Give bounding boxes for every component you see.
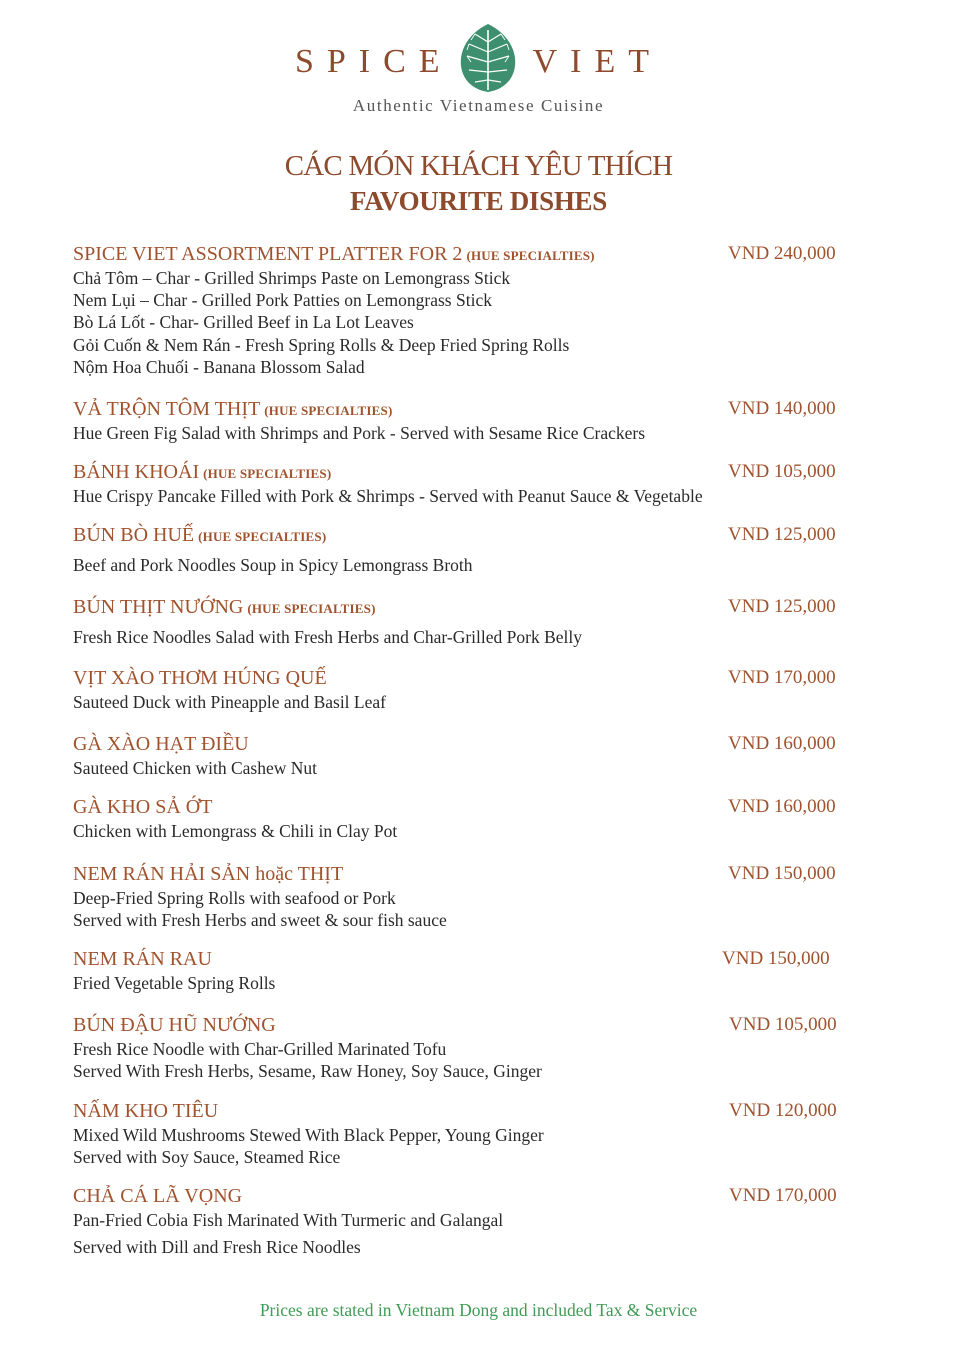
dish-item-nem-ran-hai-san [73,863,863,931]
dish-name-text: NEM RÁN HẢI SẢN hoặc THỊT [73,863,344,885]
dish-name-text: BÚN BÒ HUẾ [73,524,195,546]
dish-name-text: GÀ XÀO HẠT ĐIỀU [73,733,249,755]
dish-name-text: CHẢ CÁ LÃ VỌNG [73,1185,243,1207]
dish-description-line: Chicken with Lemongrass & Chili in Clay Pot [73,821,398,841]
dish-tag: (HUE SPECIALTIES) [203,466,332,481]
dish-price: VND 105,000 [728,461,836,482]
dish-price: VND 160,000 [728,733,836,754]
dish-tag: (HUE SPECIALTIES) [466,248,595,263]
dish-description-line: Fresh Rice Noodle with Char-Grilled Marinated Tofu [73,1039,447,1059]
dish-price: VND 125,000 [728,596,836,617]
dish-item-ga-xao-hat-dieu [73,733,863,779]
dish-price: VND 160,000 [728,796,836,817]
dish-item-nam-kho-tieu [73,1100,863,1168]
dish-price: VND 140,000 [728,398,836,419]
dish-description-line: Served With Fresh Herbs, Sesame, Raw Honey, Soy Sauce, Ginger [73,1061,542,1082]
page-title-english: FAVOURITE DISHES [350,186,607,216]
dish-price: VND 150,000 [722,948,830,969]
dish-name-text: GÀ KHO SẢ ỚT [73,796,213,818]
dish-description-line: Beef and Pork Noodles Soup in Spicy Lemongrass Broth [73,555,473,575]
dish-name-text: SPICE VIET ASSORTMENT PLATTER FOR 2 [73,243,463,265]
dish-item-nem-ran-rau [73,948,863,994]
dish-price: VND 150,000 [728,863,836,884]
dish-item-bun-dau-hu-nuong [73,1014,863,1082]
page-title-vietnamese: CÁC MÓN KHÁCH YÊU THÍCH [284,150,673,182]
brand-logo [0,30,957,116]
dish-tag: (HUE SPECIALTIES) [198,529,327,544]
dish-name-text: BÁNH KHOÁI [73,461,200,483]
dish-name-text: VỊT XÀO THƠM HÚNG QUẾ [73,667,327,689]
dish-description-line: Pan-Fried Cobia Fish Marinated With Turmeric and Galangal [73,1210,504,1230]
dish-description-line: Sauteed Chicken with Cashew Nut [73,758,317,778]
dish-tag: (HUE SPECIALTIES) [247,601,376,616]
dish-tag: (HUE SPECIALTIES) [264,403,393,418]
price-note-footer: Prices are stated in Vietnam Dong and included Tax & Service [259,1300,698,1320]
dish-item-bun-bo-hue [73,524,863,576]
dish-price: VND 170,000 [729,1185,837,1206]
dish-description-line: Hue Crispy Pancake Filled with Pork & Shrimps - Served with Peanut Sauce & Vegetable [73,486,703,506]
dish-name-text: BÚN THỊT NƯỚNG [73,596,244,618]
leaf-icon [457,22,519,94]
dish-price: VND 105,000 [729,1014,837,1035]
dish-item-ga-kho-sa-ot [73,796,863,842]
logo-word-viet: VIET [532,43,662,80]
dish-item-vit-xao [73,667,863,713]
dish-description-line: Fresh Rice Noodles Salad with Fresh Herbs and Char-Grilled Pork Belly [73,627,583,647]
dish-price: VND 240,000 [728,243,836,264]
dish-name-text: VẢ TRỘN TÔM THỊT [73,398,261,420]
dish-description-line: Served with Fresh Herbs and sweet & sour fish sauce [73,910,447,931]
dish-description-line: Sauteed Duck with Pineapple and Basil Leaf [73,692,386,712]
dish-description-line: Served with Soy Sauce, Steamed Rice [73,1147,341,1168]
logo-word-spice: SPICE [294,43,453,80]
dish-price: VND 170,000 [728,667,836,688]
logo-row [295,30,662,94]
dish-description-line: Nem Lụi – Char - Grilled Pork Patties on Lemongrass Stick [73,290,492,311]
dish-price: VND 120,000 [729,1100,837,1121]
dish-description-line: Hue Green Fig Salad with Shrimps and Pork - Served with Sesame Rice Crackers [73,423,646,443]
dish-description-line: Nộm Hoa Chuối - Banana Blossom Salad [73,356,365,377]
dish-price: VND 125,000 [728,524,836,545]
dish-item-va-tron-tom-thit [73,398,863,444]
dish-name-text: NEM RÁN RAU [73,948,212,970]
dish-name-text: BÚN ĐẬU HŨ NƯỚNG [73,1014,276,1036]
dish-description-line: Fried Vegetable Spring Rolls [73,973,276,993]
dish-description-line: Mixed Wild Mushrooms Stewed With Black Pepper, Young Ginger [73,1125,544,1145]
dish-item-cha-ca-la-vong [73,1185,863,1258]
dish-item-assortment-platter [73,243,863,378]
dish-description-line: Bò Lá Lốt - Char- Grilled Beef in La Lot Leaves [73,312,414,333]
tagline: Authentic Vietnamese Cuisine [352,96,605,115]
dish-description-line: Gỏi Cuốn & Nem Rán - Fresh Spring Rolls & Deep Fried Spring Rolls [73,334,570,355]
dish-item-bun-thit-nuong [73,596,863,648]
dish-description-line: Served with Dill and Fresh Rice Noodles [73,1237,361,1258]
dish-description-line: Chả Tôm – Char - Grilled Shrimps Paste on Lemongrass Stick [73,268,511,288]
dish-name-text: NẤM KHO TIÊU [73,1100,219,1122]
dish-item-banh-khoai [73,461,863,507]
dish-description-line: Deep-Fried Spring Rolls with seafood or Pork [73,888,396,908]
